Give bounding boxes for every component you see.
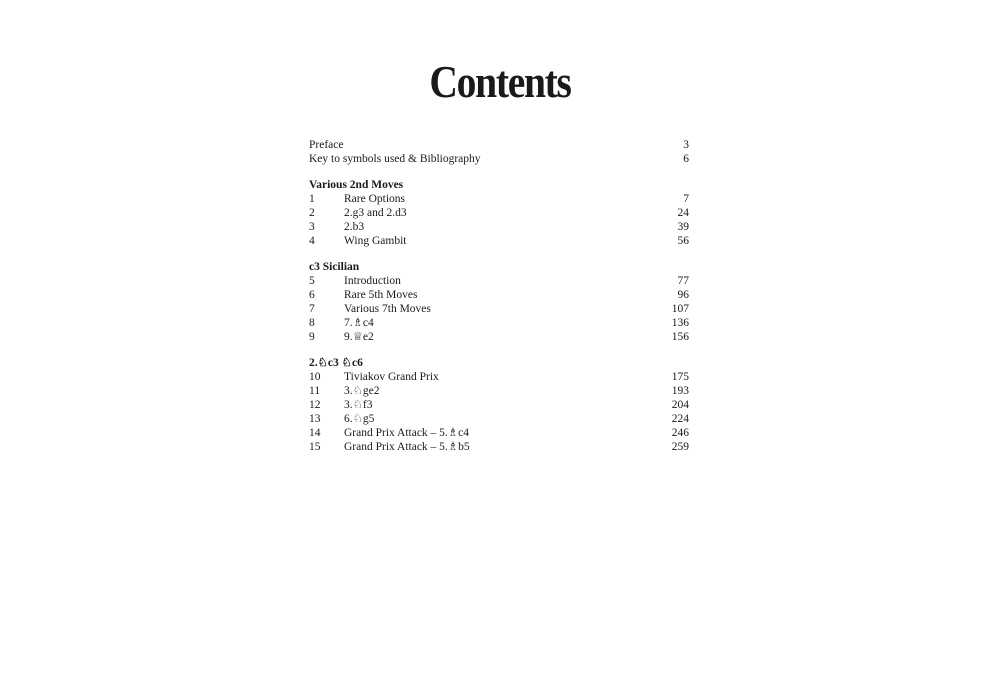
chapter-title: Rare 5th Moves [344,289,418,301]
section-heading: Various 2nd Moves [309,179,404,191]
chapter-row [309,288,689,302]
chapter-page: 24 [677,207,689,219]
chapter-page: 175 [671,371,689,383]
chapter-number: 15 [309,441,321,453]
chapter-title: 9.♕e2 [344,331,374,343]
chapter-page: 96 [677,289,689,301]
toc-entry-key-to-symbols [309,152,689,166]
chapter-row [309,316,689,330]
chapter-number: 9 [309,331,315,343]
section-heading: c3 Sicilian [309,261,360,273]
chapter-page: 204 [671,399,689,411]
chapter-number: 5 [309,275,315,287]
chapter-page: 7 [683,193,689,205]
chapter-number: 11 [309,385,321,397]
page-title: Contents [429,56,571,107]
entry-title: Preface [309,139,344,151]
chapter-title: Wing Gambit [344,235,407,247]
chapter-number: 8 [309,317,315,329]
entry-page: 3 [683,139,689,151]
chapter-row [309,330,689,344]
chapter-title: 3.♘ge2 [344,385,380,397]
chapter-page: 56 [677,235,689,247]
chapter-number: 4 [309,235,315,247]
toc-section [309,178,689,248]
front-matter [309,138,689,166]
chapter-row [309,274,689,288]
chapter-row [309,426,689,440]
chapter-number: 12 [309,399,321,411]
entry-title: Key to symbols used & Bibliography [309,153,481,165]
chapter-row [309,384,689,398]
chapter-row [309,206,689,220]
chapter-number: 13 [309,413,321,425]
chapter-page: 246 [671,427,689,439]
chapter-row [309,192,689,206]
chapter-row [309,412,689,426]
table-of-contents [309,138,689,454]
chapter-page: 107 [671,303,689,315]
chapter-page: 39 [677,221,689,233]
chapter-number: 10 [309,371,321,383]
chapter-row [309,302,689,316]
toc-section [309,356,689,454]
chapter-number: 14 [309,427,321,439]
entry-page: 6 [683,153,689,165]
section-heading: 2.♘c3 ♘c6 [309,357,363,369]
chapter-title: 2.b3 [344,221,365,233]
chapter-page: 156 [671,331,689,343]
chapter-number: 2 [309,207,315,219]
chapter-number: 6 [309,289,315,301]
chapter-number: 7 [309,303,315,315]
chapter-title: Tiviakov Grand Prix [344,371,439,383]
chapter-number: 3 [309,221,315,233]
chapter-title: Grand Prix Attack – 5.♗c4 [344,427,469,439]
chapter-title: 7.♗c4 [344,317,374,329]
chapter-page: 77 [677,275,689,287]
chapter-row [309,234,689,248]
chapter-title: 3.♘f3 [344,399,373,411]
toc-entry-preface [309,138,689,152]
chapter-page: 224 [671,413,689,425]
chapter-row [309,370,689,384]
chapter-title: Rare Options [344,193,406,205]
chapter-title: 2.g3 and 2.d3 [344,207,407,219]
chapter-row [309,220,689,234]
chapter-title: Introduction [344,275,401,287]
chapter-title: Various 7th Moves [344,303,431,315]
chapter-title: 6.♘g5 [344,413,375,425]
chapter-row [309,398,689,412]
chapter-page: 259 [671,441,689,453]
toc-section [309,260,689,344]
chapter-page: 136 [671,317,689,329]
chapter-page: 193 [671,385,689,397]
chapter-number: 1 [309,193,315,205]
chapter-title: Grand Prix Attack – 5.♗b5 [344,441,470,453]
chapter-row [309,440,689,454]
